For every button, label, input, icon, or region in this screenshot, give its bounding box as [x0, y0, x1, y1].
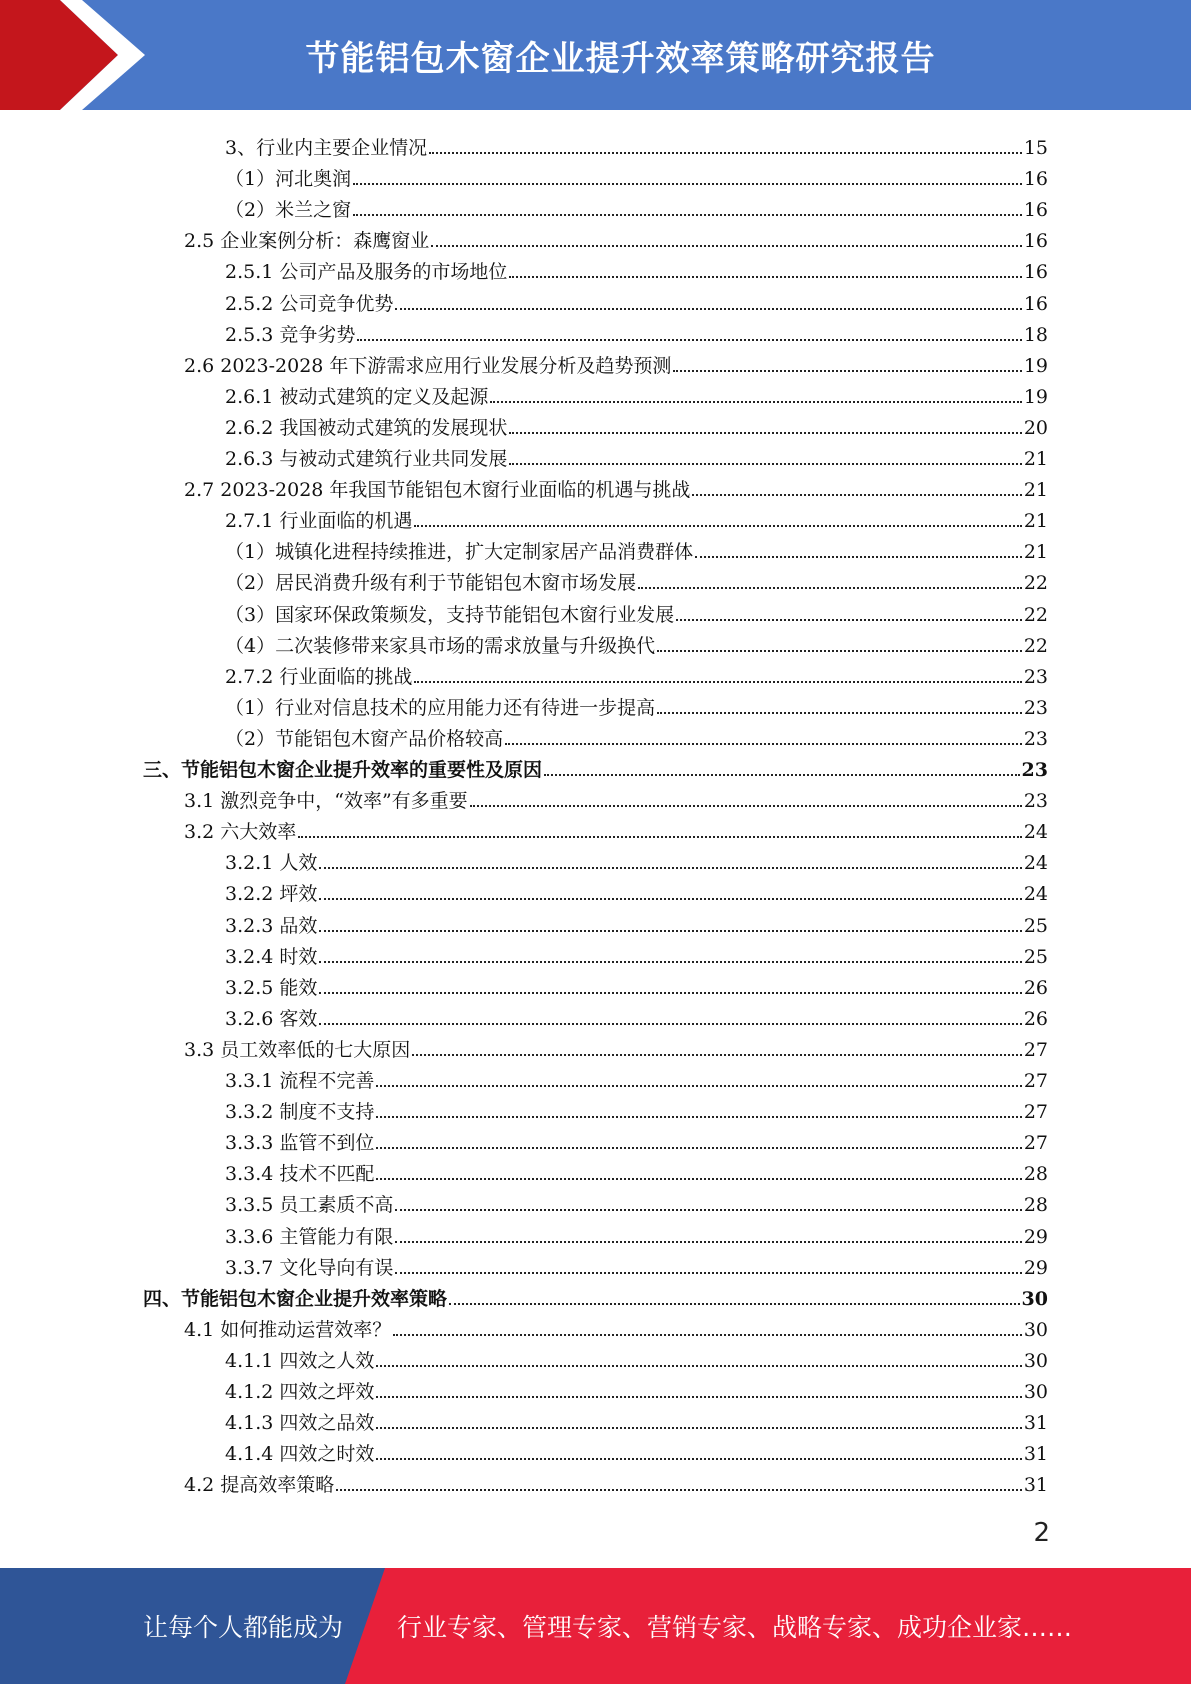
toc-entry-label: 3、行业内主要企业情况 — [225, 137, 428, 159]
report-title: 节能铝包木窗企业提升效率策略研究报告 — [305, 38, 936, 79]
toc-entry-page: 21 — [1023, 510, 1048, 533]
toc-dot-leader — [673, 370, 1021, 372]
toc-dot-leader — [393, 1334, 1022, 1336]
toc-entry-label: 3.2.1 人效 — [225, 852, 318, 875]
toc-entry-page: 16 — [1023, 199, 1048, 222]
toc-dot-leader — [395, 308, 1021, 310]
toc-entry[interactable] — [184, 781, 1048, 812]
toc-entry-page: 25 — [1023, 945, 1048, 968]
toc-dot-leader — [657, 650, 1022, 652]
toc-entry-label: 4.1.1 四效之人效 — [225, 1349, 375, 1372]
toc-dot-leader — [414, 525, 1021, 527]
toc-entry-label: （1）河北奥润 — [225, 168, 352, 191]
toc-entry[interactable] — [225, 688, 1048, 719]
toc-dot-leader — [319, 867, 1021, 869]
toc-entry[interactable] — [225, 999, 1048, 1030]
toc-entry[interactable] — [225, 501, 1048, 532]
toc-entry[interactable] — [225, 1154, 1048, 1185]
toc-entry-page: 25 — [1023, 914, 1048, 937]
footer-slogan-right: 行业专家、管理专家、营销专家、战略专家、成功企业家…… — [397, 1613, 1073, 1642]
toc-entry-page: 27 — [1023, 1070, 1048, 1092]
toc-entry-page: 16 — [1023, 168, 1048, 191]
toc-entry-label: 4.1 如何推动运营效率？ — [184, 1318, 392, 1341]
toc-dot-leader — [353, 183, 1022, 185]
toc-entry[interactable] — [184, 221, 1048, 252]
toc-dot-leader — [376, 1396, 1021, 1398]
toc-dot-leader — [544, 774, 1020, 776]
toc-entry-page: 16 — [1023, 292, 1048, 315]
toc-dot-leader — [657, 712, 1022, 714]
toc-entry-page: 19 — [1023, 385, 1048, 408]
toc-entry-page: 26 — [1023, 976, 1048, 999]
toc-entry-page: 22 — [1023, 572, 1048, 595]
toc-entry[interactable] — [225, 874, 1048, 905]
toc-entry-page: 30 — [1023, 1318, 1048, 1341]
toc-entry-label: 4.1.2 四效之坪效 — [225, 1381, 375, 1403]
toc-entry[interactable] — [225, 128, 1048, 159]
toc-entry-page: 23 — [1021, 759, 1048, 781]
toc-entry-page: 18 — [1023, 323, 1048, 346]
toc-entry[interactable] — [225, 626, 1048, 657]
toc-entry-label: 2.6.3 与被动式建筑行业共同发展 — [225, 448, 508, 470]
toc-entry[interactable] — [184, 812, 1048, 843]
toc-entry[interactable] — [225, 1403, 1048, 1434]
toc-entry-page: 22 — [1023, 603, 1048, 626]
toc-dot-leader — [505, 743, 1022, 745]
toc-dot-leader — [429, 152, 1022, 154]
toc-dot-leader — [376, 1458, 1021, 1460]
toc-entry[interactable] — [225, 843, 1048, 874]
toc-entry-page: 23 — [1023, 727, 1048, 750]
toc-entry-label: 2.5 企业案例分析：森鹰窗业 — [184, 230, 430, 253]
toc-dot-leader — [638, 587, 1022, 589]
toc-dot-leader — [319, 992, 1021, 994]
toc-entry-page: 27 — [1023, 1132, 1048, 1155]
toc-dot-leader — [470, 805, 1022, 807]
toc-entry[interactable] — [225, 377, 1048, 408]
toc-entry[interactable] — [225, 1061, 1048, 1092]
toc-dot-leader — [692, 494, 1021, 496]
toc-dot-leader — [395, 1209, 1021, 1211]
toc-dot-leader — [449, 1303, 1020, 1305]
toc-entry-label: 4.1.3 四效之品效 — [225, 1412, 375, 1435]
toc-entry-label: 3.2 六大效率 — [184, 821, 297, 844]
toc-entry-page: 24 — [1023, 883, 1048, 906]
toc-entry-label: （2）节能铝包木窗产品价格较高 — [225, 727, 504, 750]
footer-slogan-left: 让每个人都能成为 — [143, 1613, 344, 1642]
toc-entry-page: 31 — [1023, 1412, 1048, 1435]
toc-entry-page: 31 — [1023, 1474, 1048, 1497]
toc-entry-page: 31 — [1023, 1443, 1048, 1466]
toc-entry[interactable] — [225, 315, 1048, 346]
toc-dot-leader — [319, 930, 1021, 932]
toc-entry-label: 3.3.6 主管能力有限 — [225, 1225, 394, 1248]
toc-entry-page: 30 — [1023, 1349, 1048, 1372]
toc-entry[interactable] — [184, 470, 1048, 501]
toc-entry-label: 2.5.1 公司产品及服务的市场地位 — [225, 261, 508, 284]
toc-dot-leader — [298, 836, 1022, 838]
toc-dot-leader — [376, 1147, 1021, 1149]
toc-entry-label: 3.2.4 时效 — [225, 945, 318, 968]
toc-entry-label: 2.6 2023-2028 年下游需求应用行业发展分析及趋势预测 — [184, 354, 672, 377]
toc-entry[interactable] — [184, 346, 1048, 377]
toc-dot-leader — [509, 432, 1021, 434]
toc-entry-page: 22 — [1023, 634, 1048, 657]
toc-entry-label: 3.3.3 监管不到位 — [225, 1132, 375, 1155]
toc-entry-label: 2.6.1 被动式建筑的定义及起源 — [225, 385, 489, 408]
toc-dot-leader — [357, 339, 1021, 341]
toc-entry[interactable] — [225, 159, 1048, 190]
toc-entry[interactable] — [225, 1092, 1048, 1123]
toc-entry-page: 21 — [1023, 479, 1048, 502]
toc-dot-leader — [376, 1116, 1021, 1118]
toc-dot-leader — [319, 898, 1021, 900]
toc-entry[interactable] — [225, 1185, 1048, 1216]
toc-entry[interactable] — [225, 906, 1048, 937]
toc-dot-leader — [509, 463, 1021, 465]
toc-entry-label: 4.2 提高效率策略 — [184, 1474, 335, 1497]
toc-entry-page: 21 — [1023, 541, 1048, 564]
page-footer — [0, 1568, 1191, 1684]
toc-dot-leader — [395, 1272, 1021, 1274]
toc-entry[interactable] — [225, 937, 1048, 968]
toc-entry[interactable] — [225, 190, 1048, 221]
toc-entry[interactable] — [225, 563, 1048, 594]
toc-entry[interactable] — [184, 1465, 1048, 1496]
toc-entry-label: （1）行业对信息技术的应用能力还有待进一步提高 — [225, 696, 656, 719]
toc-entry-label: 3.3 员工效率低的七大原因 — [184, 1038, 411, 1061]
toc-entry-page: 27 — [1023, 1101, 1048, 1124]
toc-dot-leader — [509, 276, 1021, 278]
toc-entry[interactable] — [143, 1279, 1048, 1310]
toc-dot-leader — [490, 401, 1021, 403]
toc-entry-page: 16 — [1023, 261, 1048, 284]
toc-entry-label: 3.3.7 文化导向有误 — [225, 1256, 394, 1279]
toc-entry[interactable] — [225, 532, 1048, 563]
toc-entry[interactable] — [184, 1030, 1048, 1061]
toc-entry-label: （3）国家环保政策频发，支持节能铝包木窗行业发展 — [225, 603, 675, 626]
toc-dot-leader — [676, 619, 1022, 621]
toc-entry-label: 三、节能铝包木窗企业提升效率的重要性及原因 — [143, 759, 543, 781]
toc-entry-page: 19 — [1023, 354, 1048, 377]
toc-entry[interactable] — [225, 657, 1048, 688]
toc-entry-page: 28 — [1023, 1163, 1048, 1186]
toc-entry-page: 24 — [1023, 852, 1048, 875]
toc-entry-page: 28 — [1023, 1194, 1048, 1217]
toc-dot-leader — [376, 1085, 1021, 1087]
toc-entry-label: （2）米兰之窗 — [225, 199, 352, 222]
toc-entry[interactable] — [184, 1310, 1048, 1341]
toc-entry-label: 2.7.2 行业面临的挑战 — [225, 665, 413, 688]
toc-entry-page: 29 — [1023, 1256, 1048, 1279]
toc-entry-page: 23 — [1023, 696, 1048, 719]
toc-entry-label: 4.1.4 四效之时效 — [225, 1443, 375, 1466]
toc-entry[interactable] — [225, 1341, 1048, 1372]
toc-entry-page: 16 — [1023, 230, 1048, 253]
page-header — [0, 0, 1191, 110]
toc-entry-label: （1）城镇化进程持续推进，扩大定制家居产品消费群体 — [225, 541, 694, 564]
toc-entry-label: 四、节能铝包木窗企业提升效率策略 — [143, 1287, 448, 1310]
toc-entry-page: 23 — [1023, 665, 1048, 688]
toc-entry-label: 3.3.2 制度不支持 — [225, 1101, 375, 1124]
toc-entry[interactable] — [225, 1434, 1048, 1465]
toc-dot-leader — [412, 1054, 1022, 1056]
toc-entry-label: 3.3.5 员工素质不高 — [225, 1194, 394, 1217]
toc-entry[interactable] — [225, 968, 1048, 999]
toc-entry-page: 23 — [1023, 790, 1048, 813]
toc-entry-label: 3.3.1 流程不完善 — [225, 1070, 375, 1092]
toc-entry-page: 27 — [1023, 1038, 1048, 1061]
toc-entry[interactable] — [225, 1217, 1048, 1248]
toc-entry-label: 3.1 激烈竞争中，“效率”有多重要 — [184, 790, 468, 813]
toc-entry-label: 2.6.2 我国被动式建筑的发展现状 — [225, 416, 508, 439]
toc-entry[interactable] — [225, 1248, 1048, 1279]
toc-entry-page: 29 — [1023, 1225, 1048, 1248]
toc-entry-page: 26 — [1023, 1007, 1048, 1030]
toc-entry-label: 2.5.3 竞争劣势 — [225, 323, 356, 346]
toc-entry[interactable] — [225, 252, 1048, 283]
toc-entry-label: 3.2.3 品效 — [225, 914, 318, 937]
toc-entry-label: 3.3.4 技术不匹配 — [225, 1163, 375, 1186]
toc-dot-leader — [376, 1365, 1021, 1367]
toc-entry[interactable] — [143, 750, 1048, 781]
toc-entry-label: 3.2.6 客效 — [225, 1007, 318, 1030]
toc-entry-label: 2.7.1 行业面临的机遇 — [225, 510, 413, 533]
toc-dot-leader — [319, 961, 1021, 963]
toc-entry-page: 21 — [1023, 448, 1048, 470]
toc-dot-leader — [376, 1178, 1021, 1180]
toc-entry-label: 2.7 2023-2028 年我国节能铝包木窗行业面临的机遇与挑战 — [184, 479, 691, 502]
toc-entry-label: 3.2.2 坪效 — [225, 883, 318, 906]
toc-entry[interactable] — [225, 595, 1048, 626]
toc-dot-leader — [353, 214, 1022, 216]
toc-entry-page: 30 — [1021, 1287, 1048, 1310]
toc-entry-label: （4）二次装修带来家具市场的需求放量与升级换代 — [225, 634, 656, 657]
toc-dot-leader — [414, 681, 1021, 683]
toc-dot-leader — [395, 1241, 1021, 1243]
toc-entry-page: 24 — [1023, 821, 1048, 844]
toc-dot-leader — [431, 245, 1022, 247]
toc-entry-label: 2.5.2 公司竞争优势 — [225, 292, 394, 315]
toc-entry-page: 15 — [1023, 137, 1048, 159]
toc-dot-leader — [376, 1427, 1021, 1429]
toc-entry[interactable] — [225, 284, 1048, 315]
toc-entry-label: 3.2.5 能效 — [225, 976, 318, 999]
toc-entry[interactable] — [225, 439, 1048, 470]
toc-entry[interactable] — [225, 719, 1048, 750]
toc-dot-leader — [695, 556, 1022, 558]
toc-entry-label: （2）居民消费升级有利于节能铝包木窗市场发展 — [225, 572, 637, 595]
toc-entry[interactable] — [225, 408, 1048, 439]
toc-dot-leader — [336, 1489, 1022, 1491]
toc-entry-page: 20 — [1023, 416, 1048, 439]
toc-entry-page: 30 — [1023, 1381, 1048, 1403]
toc-entry[interactable] — [225, 1123, 1048, 1154]
toc-dot-leader — [319, 1023, 1021, 1025]
page-number: 2 — [1033, 1518, 1050, 1548]
toc-entry[interactable] — [225, 1372, 1048, 1403]
